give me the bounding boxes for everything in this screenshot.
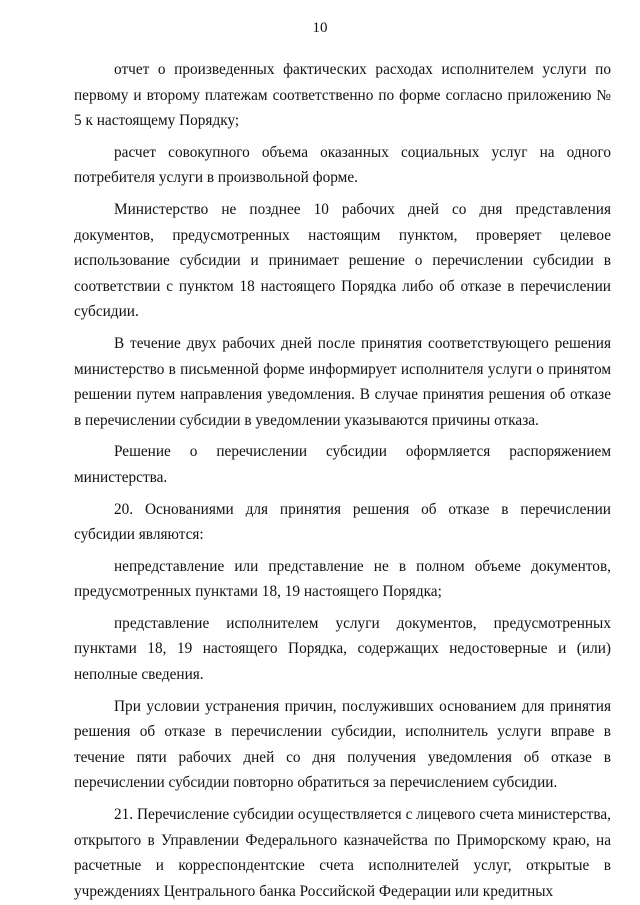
paragraph-unreliable-info: представление исполнителем услуги документов, предусмотренных пунктами 18, 19 настоящего Порядка, содержащих недостоверные и (или) неполные сведения. bbox=[74, 614, 611, 684]
paragraph-item-21: 21. Перечисление субсидии осуществляется с лицевого счета министерства, открытого в Управлении Федерального казначейства по Приморскому краю, на расчетные и корреспондентские счета исполнителей услуг, открытые в учреждениях Центрального банка Российской Федерации или кредитных bbox=[74, 806, 611, 900]
page-number: 10 bbox=[312, 20, 328, 36]
paragraph-non-submission: непредставление или представление не в полном объеме документов, предусмотренных пунктами 18, 19 настоящего Порядка; bbox=[74, 557, 611, 601]
paragraph-item-20: 20. Основаниями для принятия решения об отказе в перечислении субсидии являются: bbox=[74, 500, 611, 544]
paragraph-decision-order: Решение о перечислении субсидии оформляется распоряжением министерства. bbox=[74, 443, 611, 486]
document-body bbox=[74, 57, 611, 904]
paragraph-volume-calculation: расчет совокупного объема оказанных социальных услуг на одного потребителя услуги в произвольной форме. bbox=[74, 143, 611, 187]
paragraph-report-expenses: отчет о произведенных фактических расходах исполнителем услуги по первому и второму платежам соответственно по форме согласно приложению № 5 к настоящему Порядку; bbox=[74, 61, 611, 130]
paragraph-reapply: При условии устранения причин, послуживших основанием для принятия решения об отказе в перечислении субсидии, исполнитель услуги вправе в течение пяти рабочих дней со дня получения уведомления об отказе в перечислении субсидии повторно обратиться за перечислением субсидии. bbox=[74, 697, 611, 792]
paragraph-notification: В течение двух рабочих дней после принятия соответствующего решения министерство в письменной форме информирует исполнителя услуги о принятом решении путем направления уведомления. В случае принятия решения об отказе в перечислении субсидии в уведомлении указываются причины отказа. bbox=[74, 334, 611, 429]
paragraph-ministry-check: Министерство не позднее 10 рабочих дней со дня представления документов, предусмотренных настоящим пунктом, проверяет целевое использование субсидии и принимает решение о перечислении субсидии в соответствии с пунктом 18 настоящего Порядка либо об отказе в перечислении субсидии. bbox=[74, 200, 611, 321]
